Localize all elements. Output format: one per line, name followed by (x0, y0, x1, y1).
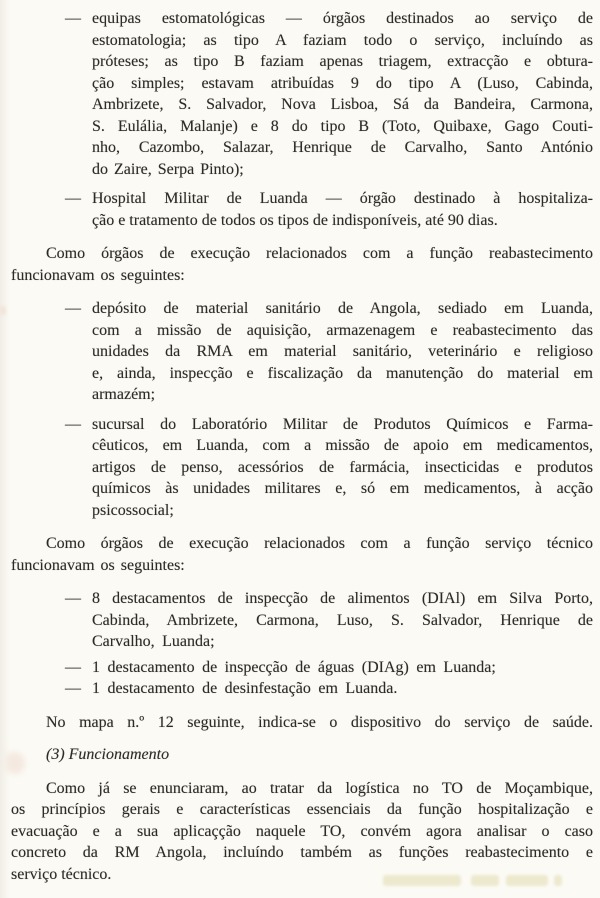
text-line: 1 destacamento de desinfestação em Luanda. (92, 680, 398, 697)
text-line: Cabinda, Ambrizete, Carmona, Luso, S. Salvador, Henrique de (92, 611, 593, 629)
text-line: Hospital Militar de Luanda — órgão destinado à hospitaliza- (92, 190, 593, 207)
text-line: unidades da RMA em material sanitário, veterinário e religioso (92, 343, 593, 360)
text-line: químicos às unidades militares e, só em medicamentos, à acção (92, 480, 593, 497)
text-line: Como órgãos de execução relacionados com a função reabastecimento (46, 245, 593, 262)
scan-smudge-left (0, 306, 6, 315)
text-line: nho, Cazombo, Salazar, Henrique de Carvalho, Santo António (92, 139, 593, 156)
text-line: depósito de material sanitário de Angola, sediado em Luanda, (92, 300, 593, 317)
text-line: do Zaire, Serpa Pinto); (92, 160, 244, 178)
heading-text: (3) Funcionamento (46, 746, 170, 763)
bullet-item-destacamentos-alimentos (11, 588, 593, 653)
text-line: armazém; (92, 386, 156, 403)
paragraph-conclusao (11, 778, 593, 886)
text-line: Como órgãos de execução relacionados com a função serviço técnico (46, 535, 593, 552)
text-line: estomatologia; as tipo A faziam todo o serviço, incluíndo as (92, 31, 593, 49)
text-line: funcionavam os seguintes: (11, 556, 185, 574)
text-line: ção e tratamento de todos os tipos de indisponíveis, até 90 dias. (92, 211, 498, 229)
bullet-dash: — (65, 10, 81, 27)
text-line: e, ainda, inspecção e fiscalização da manutenção do material em (92, 364, 593, 382)
text-line: No mapa n.º 12 seguinte, indica-se o dispositivo do serviço de saúde. (46, 713, 593, 731)
text-line: cêuticos, em Luanda, com a missão de apoio em medicamentos, (92, 437, 593, 454)
bullet-item-sucursal (11, 414, 593, 522)
text-line: 1 destacamento de inspecção de águas (DIAg) em Luanda; (92, 658, 496, 676)
bullet-dash: — (65, 300, 81, 317)
text-line: ção simples; estavam atribuídas 9 do tipo A (Luso, Cabinda, (92, 74, 593, 92)
text-line: sucursal do Laboratório Militar de Produtos Químicos e Farma- (92, 415, 593, 433)
text-line: psicossocial; (92, 501, 174, 519)
text-line: serviço técnico. (11, 865, 112, 883)
text-line: equipas estomatológicas — órgãos destinados ao serviço de (92, 10, 593, 27)
bullet-dash: — (65, 658, 81, 676)
text-line: evacuação e a sua aplicaçção naquele TO, convém agora analisar o caso (11, 822, 593, 840)
text-line: 8 destacamentos de inspecção de alimentos (DIAl) em Silva Porto, (92, 590, 593, 607)
text-line: S. Eulália, Malanje) e 8 do tipo B (Toto, Quibaxe, Gago Couti- (92, 117, 593, 135)
bullet-dash: — (65, 590, 81, 607)
text-line: artigos de penso, acessórios de farmácia, insecticidas e produtos (92, 458, 593, 476)
bullet-item-destacamento-desinfestacao (11, 678, 593, 700)
paragraph-mapa (11, 712, 593, 734)
bullet-item-equipas (11, 8, 593, 180)
bleed-through-artifact (383, 873, 563, 889)
bullet-dash: — (65, 680, 81, 697)
bullet-dash: — (65, 190, 81, 207)
text-line: Carvalho, Luanda; (92, 633, 215, 650)
text-line: Ambrizete, S. Salvador, Nova Lisboa, Sá da Bandeira, Carmona, (92, 96, 593, 113)
text-line: concreto da RM Angola, incluíndo também as funções reabastecimento e (11, 844, 593, 861)
paragraph-servico-tecnico (11, 533, 593, 576)
paragraph-reabastecimento (11, 243, 593, 286)
bullet-item-deposito (11, 298, 593, 406)
bullet-item-destacamento-aguas (11, 657, 593, 679)
text-line: funcionavam os seguintes: (11, 266, 185, 284)
bullet-item-hospital (11, 188, 593, 231)
text-line: com a missão de aquisição, armazenagem e reabastecimento das (92, 321, 593, 339)
text-column (11, 8, 593, 885)
section-heading-funcionamento (11, 744, 593, 766)
scan-smudge-bottom-left (6, 752, 25, 774)
text-line: os princípios gerais e características essenciais da função hospitalização e (11, 801, 593, 818)
text-line: Como já se enunciaram, ao tratar da logística no TO de Moçambique, (46, 779, 593, 797)
text-line: próteses; as tipo B faziam apenas triagem, extracção e obtura- (92, 53, 593, 70)
bullet-dash: — (65, 415, 81, 433)
